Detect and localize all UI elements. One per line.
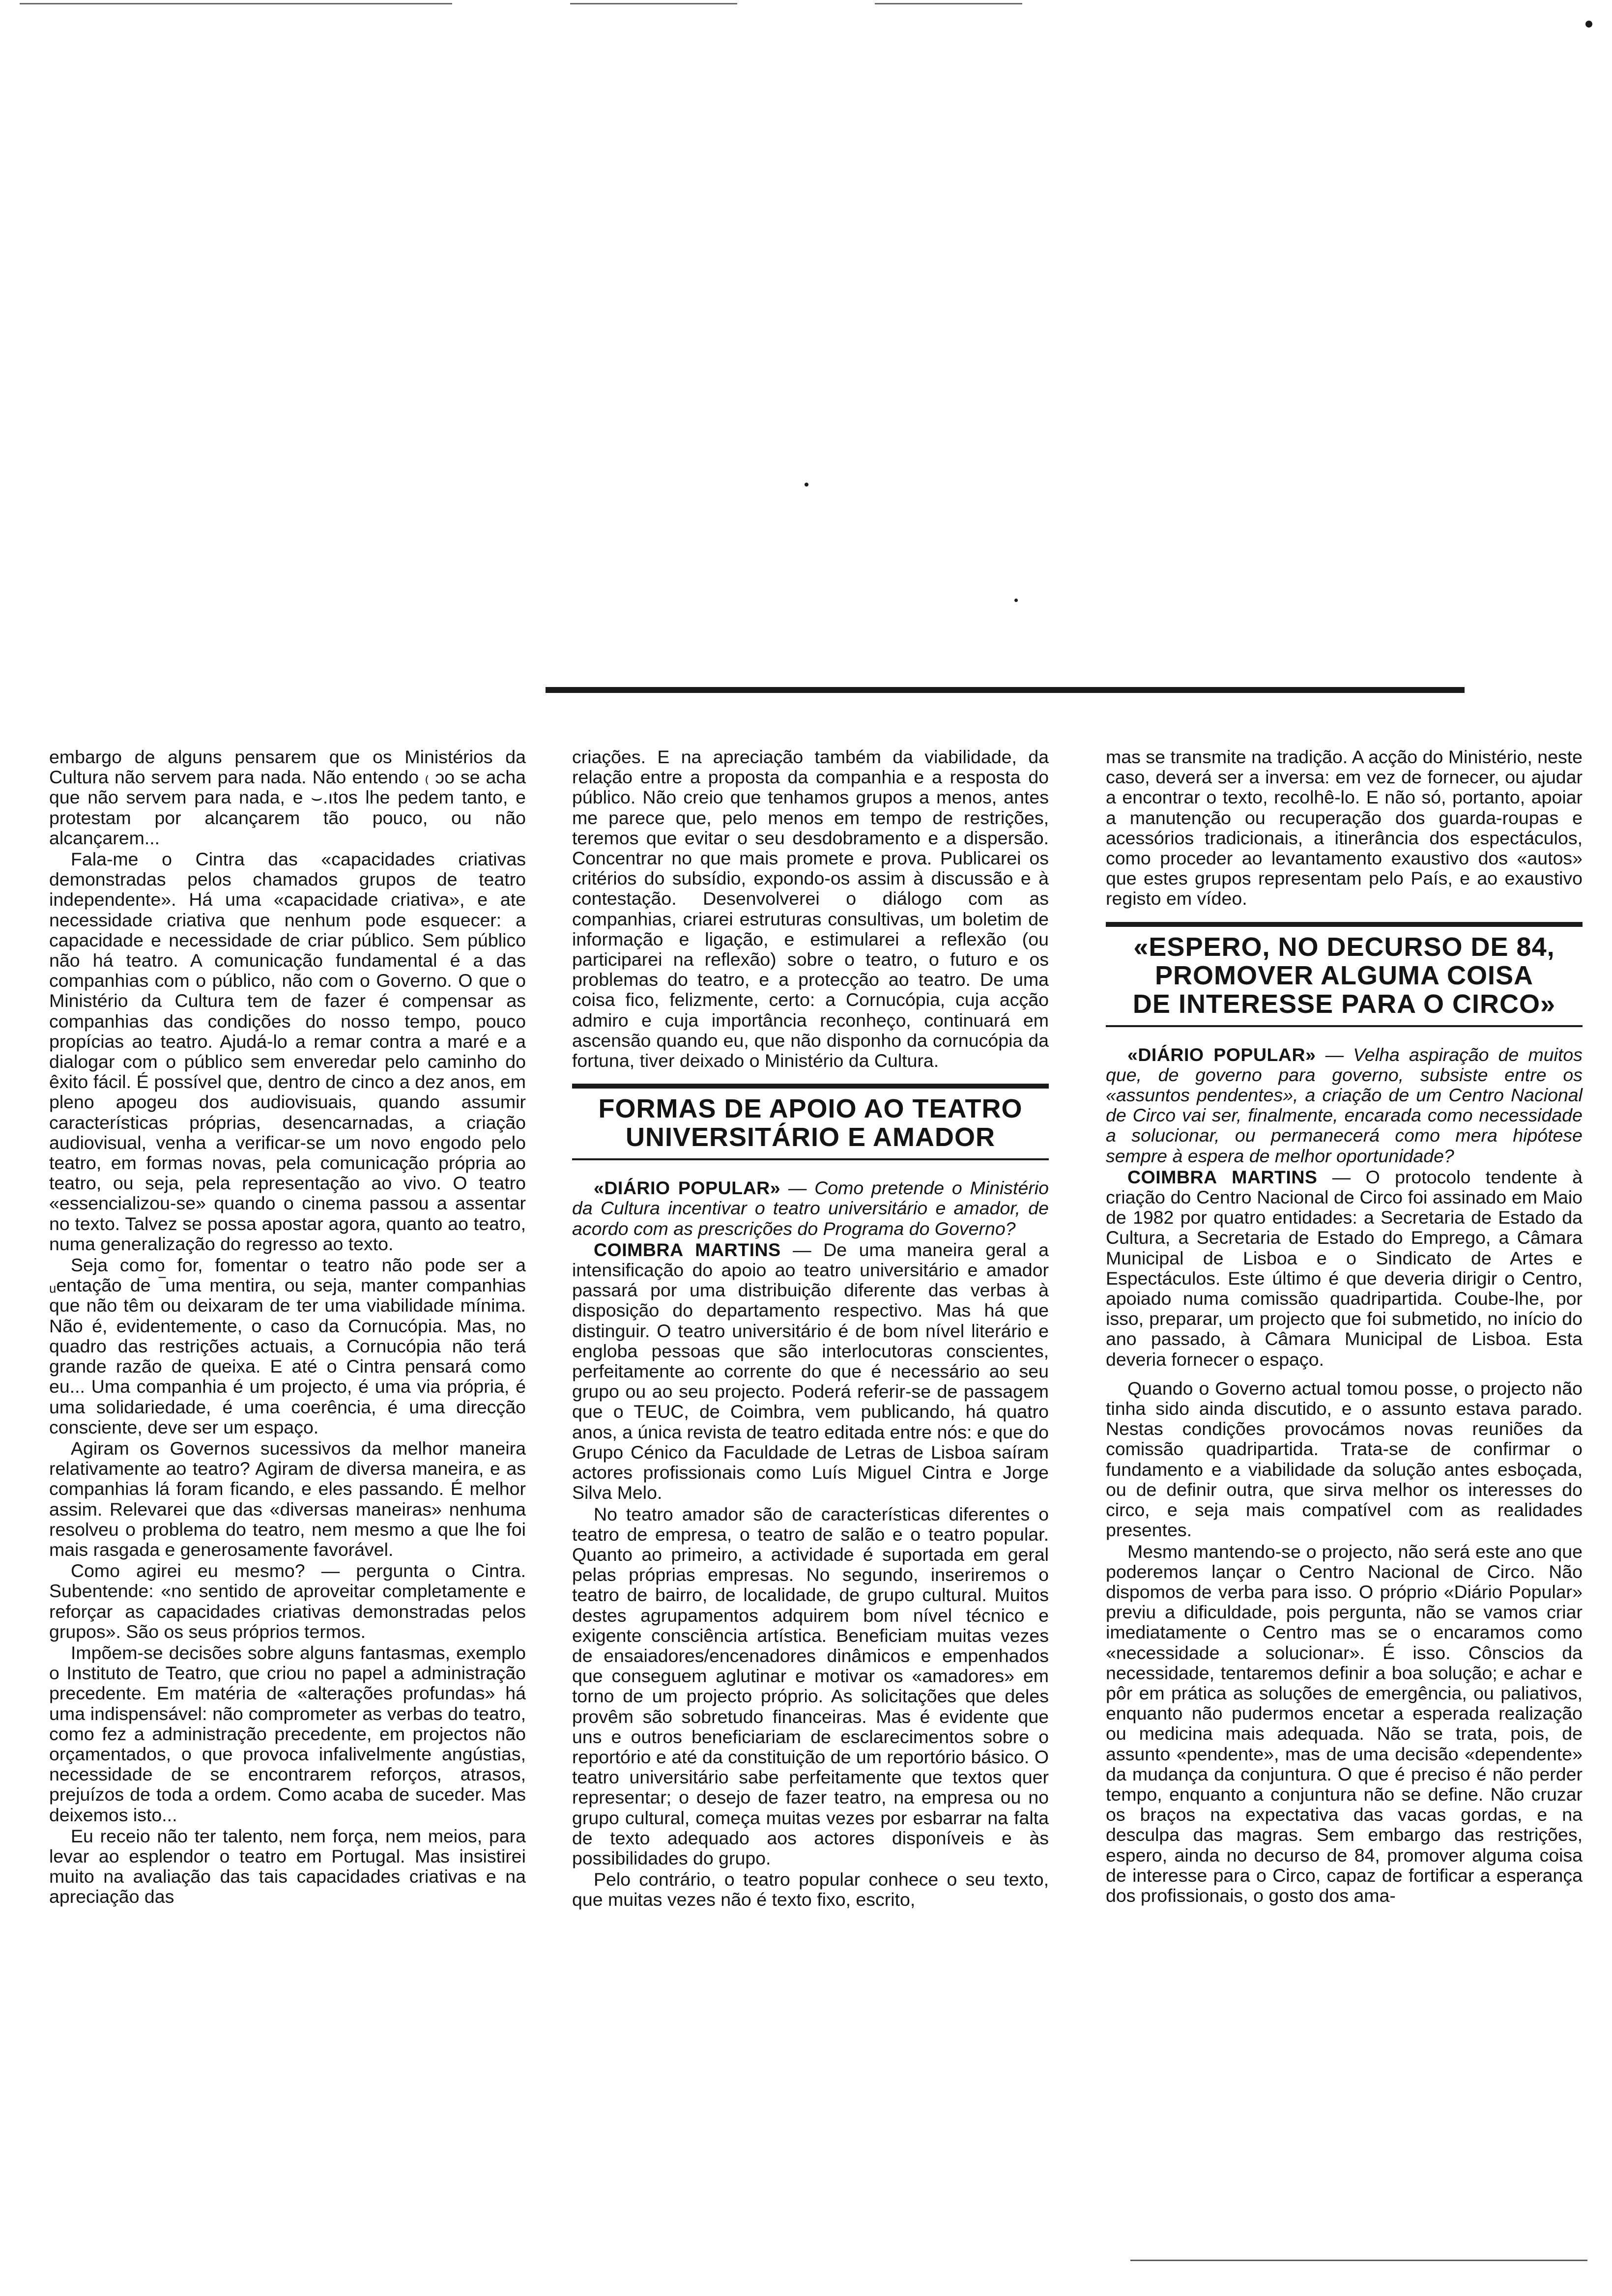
question-text: — Velha aspiração de muitos que, de governo para governo, subsiste entre os «assuntos pendentes», a criação de um Centro Nacional de Circo vai ser, finalmente, encarada como necessidade a solucionar, ou permanecerá como mera hipótese sempre à espera de melhor oportunidade?	[1106, 1044, 1583, 1166]
heading-line: UNIVERSITÁRIO E AMADOR	[625, 1122, 996, 1152]
left-paragraph-6: Impõem-se decisões sobre alguns fantasmas, exemplo o Instituto de Teatro, que criou no papel a administração precedente. Em matéria de «alterações profundas» há uma indispensável: não comprometer as verbas do teatro, como fez a administração precedente, em projectos não orçamentados, o que provoca infalivelmente angústias, necessidade de se encontrarem reforços, atrasos, prejuízos de toda a ordem. Como acaba de suceder. Mas deixemos isto...	[49, 1642, 526, 1825]
interview-question	[572, 1178, 1049, 1239]
interview-question	[1106, 1045, 1583, 1166]
middle-column	[572, 747, 1049, 1910]
right-paragraph-3: Mesmo mantendo-se o projecto, não será este ano que poderemos lançar o Centro Nacional de Circo. Não dispomos de verba para isso. O próprio «Diário Popular» previu a dificuldade, pois pergunta, não se vamos criar imediatamente o Centro mas se o encaramos como «necessidade a solucionar». É isso. Cônscios da necessidade, tentaremos definir a boa solução; e achar e pôr em prática as soluções de emergência, ou paliativos, enquanto não pudermos encetar a esperada realização ou medicina mais adequada. Não se trata, pois, de assunto «pendente», mas de uma decisão «dependente» da mudança da conjuntura. O que é preciso é não perder tempo, enquanto a conjuntura não se define. Não cruzar os braços na expectativa das vacas gordas, e na desculpa das magras. Sem embargo das restrições, espero, ainda no decurso de 84, promover alguma coisa de interesse para o Circo, capaz de fortificar a esperança dos profissionais, o gosto dos ama-	[1106, 1541, 1583, 1906]
left-paragraph-1: embargo de alguns pensarem que os Ministérios da Cultura não servem para nada. Não entendo ₍ ɔo se acha que não servem para nada, e ⌣.ıtos lhe pedem tanto, e protestam por alcançarem tão pouco, ou não alcançarem...	[49, 746, 526, 848]
question-text: — Como pretende o Ministério da Cultura incentivar o teatro universitário e amador, de acordo com as prescrições do Programa do Governo?	[572, 1177, 1049, 1239]
left-column	[49, 747, 526, 1907]
right-paragraph-2: Quando o Governo actual tomou posse, o projecto não tinha sido ainda discutido, e o assunto estava parado. Nestas condições provocámos novas reuniões da comissão quadripartida. Trata-se de confirmar o fundamento e a viabilidade da solução antes esboçada, ou de definir outra, que sirva melhor os interesses do circo, e seja mais compatível com as realidades presentes.	[1106, 1378, 1583, 1541]
left-paragraph-7: Eu receio não ter talento, nem força, nem meios, para levar ao esplendor o teatro em Portugal. Mas insistirei muito na avaliação das tais capacidades criativas e na apreciação das	[49, 1825, 526, 1907]
interviewer-name: «DIÁRIO POPULAR»	[594, 1177, 781, 1199]
left-paragraph-4: Agiram os Governos sucessivos da melhor maneira relativamente ao teatro? Agiram de diversa maneira, e as companhias lá foram ficando, e eles passando. É melhor assim. Relevarei que das «diversas maneiras» nenhuma resolveu o problema do teatro, nem mesmo a que lhe foi mais rasgada e generosamente favorável.	[49, 1437, 526, 1560]
middle-paragraph-3: Pelo contrário, o teatro popular conhece o seu texto, que muitas vezes não é texto fixo, escrito,	[572, 1869, 1049, 1910]
left-paragraph-5: Como agirei eu mesmo? — pergunta o Cintra. Subentende: «no sentido de aproveitar completamente e reforçar as capacidades criativas demonstradas pelos grupos». São os seus próprios termos.	[49, 1560, 526, 1642]
section-heading-circus	[1106, 922, 1583, 1018]
interviewee-name: COIMBRA MARTINS	[1127, 1166, 1318, 1187]
left-paragraph-2: Fala-me o Cintra das «capacidades criativas demonstradas pelos chamados grupos de teatro independente». Há uma «capacidade criativa», e ate necessidade criativa que nenhum pode esquecer: a capacidade e necessidade de criar público. Sem público não há teatro. A comunicação fundamental é a das companhias com o público, não com o Governo. O que o Ministério da Cultura tem de fazer é compensar as companhias das condições do nosso tempo, pouco propícias ao teatro. Ajudá-lo a remar contra a maré e a dialogar com o público sem enveredar pelo caminho do êxito fácil. É possível que, dentro de cinco a dez anos, em pleno apogeu dos audiovisuais, quando assumir características próprias, desencarnadas, a criação audiovisual, venha a verificar-se um novo engodo pelo teatro, em formas novas, pela comunicação própria ao teatro, ou seja, pela representação ao vivo. O teatro «essencializou-se» quando o cinema passou a assentar no texto. Talvez se possa apostar agora, quanto ao teatro, numa generalização do regresso ao texto.	[49, 849, 526, 1254]
answer-text: — De uma maneira geral a intensificação do apoio ao teatro universitário e amador passará por uma distribuição diferente das verbas à disposição do departamento respectivo. Mas há que distinguir. O teatro universitário é de bom nível literário e engloba pessoas que são interlocutoras conscientes, perfeitamente ao corrente do que é necessário ao seu grupo ou ao seu projecto. Poderá referir-se de passagem que o TEUC, de Coimbra, vem publicando, há quatro anos, a única revista de teatro editada entre nós: e que do Grupo Cénico da Faculdade de Letras de Lisboa saíram actores profissionais como Luís Miguel Cintra e Jorge Silva Melo.	[572, 1239, 1049, 1503]
section-heading-theatre	[572, 1084, 1049, 1151]
top-edge-rule-1	[20, 3, 452, 4]
speck-2	[805, 483, 808, 487]
middle-paragraph-1: criações. E na apreciação também da viabilidade, da relação entre a proposta da companhia e a resposta do público. Não creio que tenhamos grupos a menos, antes me parece que, pelo menos em tempo de restrições, teremos que evitar o seu desdobramento e a dispersão. Concentrar no que mais promete e prova. Publicarei os critérios do subsídio, expondo-os assim à discussão e à contestação. Desenvolverei o diálogo com as companhias, criarei estruturas consultivas, um boletim de informação e ligação, e estimularei a reflexão (ou participarei na reflexão) sobre o teatro, o futuro e os problemas do teatro, e a protecção ao teatro. De uma coisa fico, felizmente, certo: a Cornucópia, cuja acção admiro e cuja importância reconheço, continuará em ascensão quando eu, que não disponho da cornucópia da fortuna, tiver deixado o Ministério da Cultura.	[572, 746, 1049, 1071]
bottom-rule	[1130, 2260, 1587, 2261]
heading-line: FORMAS DE APOIO AO TEATRO	[598, 1094, 1023, 1124]
interviewee-name: COIMBRA MARTINS	[594, 1239, 781, 1260]
middle-paragraph-2: No teatro amador são de características diferentes o teatro de empresa, o teatro de salão e o teatro popular. Quanto ao primeiro, a actividade é suportada em geral pelas próprias empresas. No segundo, inseriremos o teatro de bairro, de localidade, de grupo cultural. Muitos destes agrupamentos adquirem bom nível técnico e exigente consciência artística. Beneficiam muitas vezes de ensaiadores/encenadores dinâmicos e empenhados que conseguem aglutinar e motivar os «amadores» em torno de um projecto próprio. As solicitações que deles provêm são sobretudo financeiras. Mas é evidente que uns e outros beneficiariam de esclarecimentos sobre o reportório e até da constituição de um reportório básico. O teatro universitário sabe perfeitamente que textos quer representar; o desejo de fazer teatro, na empresa ou no grupo cultural, começa muitas vezes por esbarrar na falta de texto adequado aos actores disponíveis e às possibilidades do grupo.	[572, 1503, 1049, 1868]
top-edge-rule-3	[875, 3, 1022, 4]
heading-line: «ESPERO, NO DECURSO DE 84,	[1133, 932, 1555, 962]
heading-line: PROMOVER ALGUMA COISA	[1154, 960, 1533, 990]
speck-1	[1585, 21, 1592, 28]
heading-line: DE INTERESSE PARA O CIRCO»	[1132, 989, 1556, 1019]
left-paragraph-3: Seja como for, fomentar o teatro não pode ser a ᵤentação de ‾uma mentira, ou seja, manter companhias que não têm ou deixaram de ter uma viabilidade mínima. Não é, evidentemente, o caso da Cornucópia. Mas, no quadro das restrições actuais, a Cornucópia não terá grande razão de queixa. E até o Cintra pensará como eu... Uma companhia é um projecto, é uma via própria, é uma solidariedade, é uma coerência, é uma direcção consciente, deve ser um espaço.	[49, 1255, 526, 1437]
right-column	[1106, 747, 1583, 1906]
speck-3	[1014, 599, 1018, 602]
top-thick-rule	[546, 687, 1465, 693]
interviewer-name: «DIÁRIO POPULAR»	[1127, 1044, 1316, 1065]
answer-text: — O protocolo tendente à criação do Centro Nacional de Circo foi assinado em Maio de 1982 por quatro entidades: a Secretaria de Estado da Cultura, a Secretaria de Estado do Emprego, a Câmara Municipal de Lisboa e o Sindicato de Artes e Espectáculos. Este último é que deveria dirigir o Centro, apoiado numa comissão quadripartida. Coube-lhe, por isso, preparar, um projecto que foi submetido, no início do ano passado, à Câmara Municipal de Lisboa. Esta deveria fornecer o espaço.	[1106, 1166, 1583, 1370]
interview-answer	[572, 1240, 1049, 1503]
top-edge-rule-2	[570, 3, 737, 4]
right-paragraph-1: mas se transmite na tradição. A acção do Ministério, neste caso, deverá ser a inversa: em vez de fornecer, ou ajudar a encontrar o texto, recolhê-lo. E não só, portanto, apoiar a manutenção ou recuperação dos guarda-roupas e acessórios tradicionais, a itinerância dos espectáculos, como proceder ao levantamento exaustivo dos «autos» que estes grupos representam pelo País, e ao exaustivo registo em vídeo.	[1106, 746, 1583, 909]
interview-answer	[1106, 1167, 1583, 1370]
